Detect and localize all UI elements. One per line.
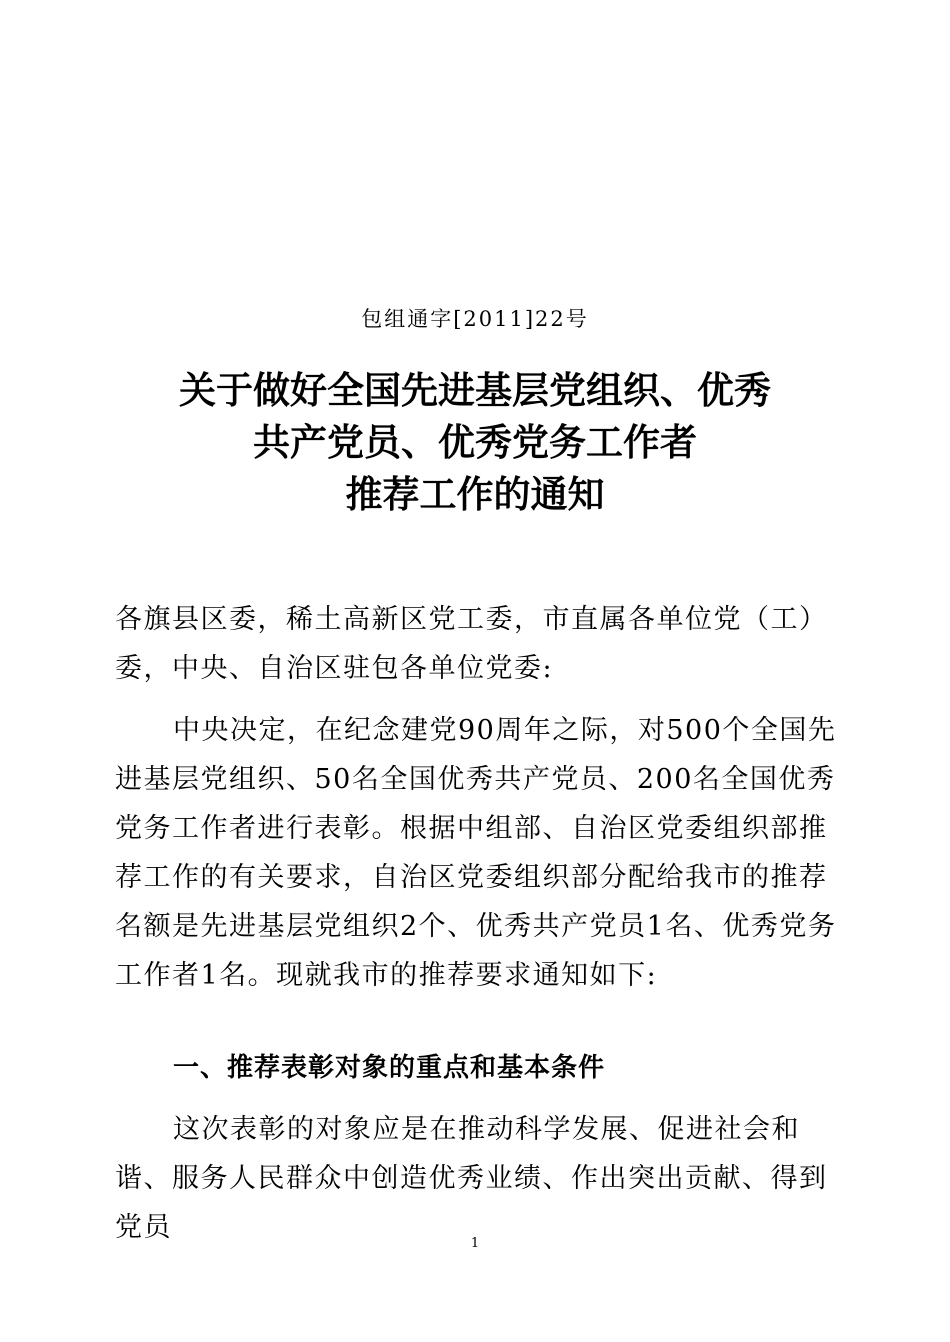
- title-line: 关于做好全国先进基层党组织、优秀: [179, 368, 771, 412]
- page-number: 1: [470, 1236, 480, 1251]
- document-title: [0, 364, 950, 520]
- section-heading: 一、推荐表彰对象的重点和基本条件: [173, 1053, 606, 1083]
- body-paragraph: 这次表彰的对象应是在推动科学发展、促进社会和谐、服务人民群众中创造优秀业绩、作出突出贡献、得到党员: [115, 1114, 828, 1243]
- body-paragraph: 中央决定，在纪念建党90周年之际，对500个全国先进基层党组织、50名全国优秀共产党员、200名全国优秀党务工作者进行表彰。根据中组部、自治区党委组织部推荐工作的有关要求，自治区党委组织部分配给我市的推荐名额是先进基层党组织2个、优秀共产党员1名、优秀党务工作者1名。现就我市的推荐要求通知如下:: [115, 715, 837, 991]
- title-line: 推荐工作的通知: [345, 472, 605, 516]
- document-number: 包组通字[2011]22号: [361, 307, 589, 331]
- title-line: 共产党员、优秀党务工作者: [253, 420, 697, 464]
- addressee: 各旗县区委，稀土高新区党工委，市直属各单位党（工）委，中央、自治区驻包各单位党委:: [115, 604, 828, 684]
